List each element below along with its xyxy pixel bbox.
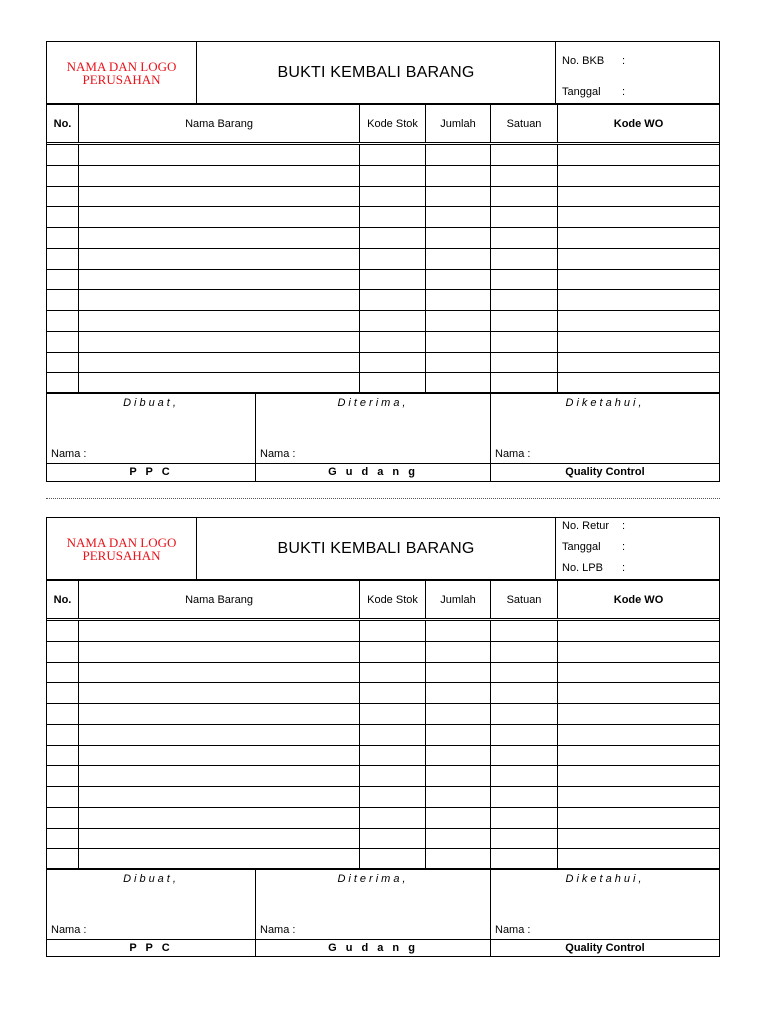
table-cell[interactable] — [360, 808, 426, 828]
table-cell[interactable] — [360, 228, 426, 248]
col-kode-wo: Kode WO — [613, 117, 664, 130]
table-cell[interactable] — [360, 746, 426, 766]
table-body — [47, 145, 719, 394]
table-cell[interactable] — [47, 353, 79, 373]
table-cell[interactable] — [47, 704, 79, 724]
col-satuan: Satuan — [491, 581, 558, 618]
table-cell[interactable] — [79, 621, 360, 641]
meta-colon: : — [622, 86, 626, 98]
table-cell[interactable] — [47, 207, 79, 227]
table-cell[interactable] — [79, 166, 360, 186]
logo-text-line1: NAMA DAN LOGO — [66, 534, 177, 550]
table-cell[interactable] — [47, 808, 79, 828]
table-cell[interactable] — [426, 766, 491, 786]
table-cell[interactable] — [426, 311, 491, 331]
table-cell[interactable] — [360, 249, 426, 269]
table-cell[interactable] — [79, 766, 360, 786]
table-cell[interactable] — [426, 270, 491, 290]
table-cell[interactable] — [426, 249, 491, 269]
table-cell[interactable] — [360, 849, 426, 868]
table-cell[interactable] — [491, 228, 558, 248]
table-cell[interactable] — [426, 145, 491, 165]
table-cell[interactable] — [426, 829, 491, 849]
table-cell[interactable] — [47, 849, 79, 868]
table-cell[interactable] — [47, 332, 79, 352]
table-cell[interactable] — [558, 332, 719, 352]
table-cell[interactable] — [47, 829, 79, 849]
return-form-1 — [46, 41, 720, 482]
table-cell[interactable] — [558, 270, 719, 290]
signature-caption: Dibuat, — [123, 397, 179, 409]
signature-diketahui[interactable] — [491, 870, 719, 939]
table-cell[interactable] — [360, 373, 426, 392]
signature-caption: Diterima, — [337, 873, 409, 885]
table-cell[interactable] — [47, 270, 79, 290]
table-cell[interactable] — [79, 725, 360, 745]
table-cell[interactable] — [426, 228, 491, 248]
table-row — [47, 766, 719, 787]
meta-no-retur[interactable] — [562, 519, 625, 533]
table-cell[interactable] — [360, 166, 426, 186]
table-cell[interactable] — [360, 787, 426, 807]
table-cell[interactable] — [360, 829, 426, 849]
table-cell[interactable] — [79, 746, 360, 766]
table-cell[interactable] — [360, 270, 426, 290]
table-cell[interactable] — [47, 746, 79, 766]
table-cell[interactable] — [491, 166, 558, 186]
col-kode-wo: Kode WO — [613, 593, 664, 606]
signature-caption: Dibuat, — [123, 873, 179, 885]
signature-roles — [47, 464, 719, 481]
table-cell[interactable] — [426, 725, 491, 745]
table-row — [47, 787, 719, 808]
table-cell[interactable] — [47, 683, 79, 703]
form-meta — [556, 42, 719, 103]
table-cell[interactable] — [491, 621, 558, 641]
table-cell[interactable] — [47, 766, 79, 786]
table-row — [47, 187, 719, 208]
table-cell[interactable] — [558, 725, 719, 745]
table-cell[interactable] — [79, 787, 360, 807]
table-cell[interactable] — [360, 642, 426, 662]
table-cell[interactable] — [360, 290, 426, 310]
cut-line — [46, 498, 720, 499]
table-cell[interactable] — [426, 290, 491, 310]
table-cell[interactable] — [426, 207, 491, 227]
role-gudang: G u d a n g — [256, 940, 491, 957]
table-cell[interactable] — [491, 829, 558, 849]
table-cell[interactable] — [426, 642, 491, 662]
table-cell[interactable] — [558, 829, 719, 849]
table-cell[interactable] — [47, 311, 79, 331]
table-row — [47, 808, 719, 829]
table-cell[interactable] — [558, 290, 719, 310]
table-cell[interactable] — [426, 621, 491, 641]
table-cell[interactable] — [491, 663, 558, 683]
table-cell[interactable] — [426, 704, 491, 724]
form-title: BUKTI KEMBALI BARANG — [197, 42, 556, 103]
signature-name-label: Nama : — [495, 924, 531, 936]
table-row — [47, 332, 719, 353]
role-ppc: P P C — [47, 940, 256, 957]
table-cell[interactable] — [558, 849, 719, 868]
table-cell[interactable] — [79, 704, 360, 724]
table-cell[interactable] — [360, 725, 426, 745]
table-row — [47, 353, 719, 374]
table-cell[interactable] — [491, 207, 558, 227]
table-cell[interactable] — [360, 663, 426, 683]
table-row — [47, 166, 719, 187]
form-header — [47, 518, 719, 581]
col-no: No. — [47, 105, 79, 142]
meta-no-bkb[interactable] — [562, 54, 625, 68]
form-title: BUKTI KEMBALI BARANG — [197, 518, 556, 579]
company-logo-placeholder — [47, 518, 197, 579]
table-cell[interactable] — [491, 311, 558, 331]
table-cell[interactable] — [47, 290, 79, 310]
table-cell[interactable] — [360, 332, 426, 352]
table-cell[interactable] — [558, 704, 719, 724]
table-cell[interactable] — [47, 249, 79, 269]
table-row — [47, 311, 719, 332]
table-cell[interactable] — [79, 683, 360, 703]
table-cell[interactable] — [426, 663, 491, 683]
table-header — [47, 581, 719, 621]
table-cell[interactable] — [491, 249, 558, 269]
table-cell[interactable] — [491, 145, 558, 165]
table-cell[interactable] — [558, 207, 719, 227]
meta-label: No. Retur — [562, 520, 610, 532]
table-cell[interactable] — [79, 290, 360, 310]
return-form-2 — [46, 517, 720, 957]
table-cell[interactable] — [47, 228, 79, 248]
table-row — [47, 290, 719, 311]
table-cell[interactable] — [79, 353, 360, 373]
table-cell[interactable] — [47, 187, 79, 207]
table-cell[interactable] — [79, 849, 360, 868]
table-cell[interactable] — [79, 145, 360, 165]
signature-section — [47, 394, 719, 464]
table-cell[interactable] — [426, 166, 491, 186]
table-cell[interactable] — [47, 787, 79, 807]
table-cell[interactable] — [426, 787, 491, 807]
meta-tanggal[interactable] — [562, 85, 625, 99]
signature-dibuat[interactable] — [47, 394, 256, 463]
table-cell[interactable] — [426, 187, 491, 207]
role-gudang: G u d a n g — [256, 464, 491, 481]
signature-diketahui[interactable] — [491, 394, 719, 463]
table-cell[interactable] — [558, 746, 719, 766]
table-body — [47, 621, 719, 870]
table-row — [47, 373, 719, 394]
table-row — [47, 228, 719, 249]
table-cell[interactable] — [426, 353, 491, 373]
table-cell[interactable] — [558, 621, 719, 641]
table-cell[interactable] — [558, 145, 719, 165]
table-row — [47, 829, 719, 850]
table-cell[interactable] — [491, 683, 558, 703]
table-row — [47, 642, 719, 663]
table-row — [47, 683, 719, 704]
col-kode-stok: Kode Stok — [360, 105, 426, 142]
table-row — [47, 249, 719, 270]
table-row — [47, 145, 719, 166]
col-kode-stok: Kode Stok — [360, 581, 426, 618]
table-cell[interactable] — [47, 663, 79, 683]
table-cell[interactable] — [426, 332, 491, 352]
table-cell[interactable] — [426, 683, 491, 703]
table-cell[interactable] — [360, 187, 426, 207]
signature-dibuat[interactable] — [47, 870, 256, 939]
table-cell[interactable] — [491, 808, 558, 828]
table-cell[interactable] — [79, 311, 360, 331]
col-no: No. — [47, 581, 79, 618]
table-row — [47, 663, 719, 684]
table-cell[interactable] — [360, 621, 426, 641]
table-row — [47, 746, 719, 767]
company-logo-placeholder — [47, 42, 197, 103]
table-cell[interactable] — [79, 187, 360, 207]
table-cell[interactable] — [360, 353, 426, 373]
col-satuan: Satuan — [491, 105, 558, 142]
table-cell[interactable] — [491, 270, 558, 290]
table-cell[interactable] — [360, 311, 426, 331]
table-cell[interactable] — [558, 663, 719, 683]
meta-no-lpb[interactable] — [562, 561, 625, 575]
table-cell[interactable] — [360, 704, 426, 724]
table-cell[interactable] — [426, 849, 491, 868]
signature-roles — [47, 940, 719, 957]
table-cell[interactable] — [491, 642, 558, 662]
table-cell[interactable] — [491, 332, 558, 352]
table-cell[interactable] — [79, 207, 360, 227]
table-cell[interactable] — [79, 373, 360, 392]
signature-name-label: Nama : — [260, 924, 296, 936]
table-row — [47, 270, 719, 291]
table-cell[interactable] — [79, 663, 360, 683]
table-cell[interactable] — [491, 290, 558, 310]
table-cell[interactable] — [491, 766, 558, 786]
table-cell[interactable] — [558, 311, 719, 331]
logo-text-line2: PERUSAHAN — [82, 71, 161, 87]
table-cell[interactable] — [79, 829, 360, 849]
table-cell[interactable] — [491, 373, 558, 392]
table-cell[interactable] — [360, 683, 426, 703]
table-cell[interactable] — [47, 642, 79, 662]
table-cell[interactable] — [491, 849, 558, 868]
table-cell[interactable] — [47, 373, 79, 392]
role-quality-control: Quality Control — [565, 942, 645, 954]
meta-label: No. BKB — [562, 55, 605, 67]
table-cell[interactable] — [558, 166, 719, 186]
role-ppc: P P C — [47, 464, 256, 481]
signature-caption: Diketahui, — [565, 397, 645, 409]
signature-caption: Diketahui, — [565, 873, 645, 885]
col-jumlah: Jumlah — [426, 581, 491, 618]
table-row — [47, 725, 719, 746]
table-cell[interactable] — [360, 207, 426, 227]
signature-name-label: Nama : — [260, 448, 296, 460]
table-cell[interactable] — [47, 621, 79, 641]
table-cell[interactable] — [558, 808, 719, 828]
table-cell[interactable] — [558, 766, 719, 786]
form-meta — [556, 518, 719, 579]
table-cell[interactable] — [360, 145, 426, 165]
table-row — [47, 704, 719, 725]
meta-label: Tanggal — [562, 541, 601, 553]
form-header — [47, 42, 719, 105]
table-cell[interactable] — [491, 725, 558, 745]
table-cell[interactable] — [491, 353, 558, 373]
table-cell[interactable] — [79, 249, 360, 269]
meta-label: Tanggal — [562, 86, 601, 98]
table-cell[interactable] — [426, 746, 491, 766]
table-cell[interactable] — [558, 228, 719, 248]
table-cell[interactable] — [558, 187, 719, 207]
signature-section — [47, 870, 719, 940]
meta-colon: : — [622, 562, 626, 574]
table-cell[interactable] — [79, 332, 360, 352]
table-cell[interactable] — [79, 808, 360, 828]
table-cell[interactable] — [558, 373, 719, 392]
table-cell[interactable] — [491, 746, 558, 766]
table-cell[interactable] — [426, 808, 491, 828]
col-jumlah: Jumlah — [426, 105, 491, 142]
table-cell[interactable] — [558, 249, 719, 269]
signature-name-label: Nama : — [495, 448, 531, 460]
table-cell[interactable] — [558, 353, 719, 373]
meta-colon: : — [622, 55, 626, 67]
signature-name-label: Nama : — [51, 924, 87, 936]
meta-label: No. LPB — [562, 562, 603, 574]
signature-name-label: Nama : — [51, 448, 87, 460]
table-cell[interactable] — [491, 187, 558, 207]
meta-colon: : — [622, 520, 626, 532]
table-cell[interactable] — [79, 270, 360, 290]
table-cell[interactable] — [426, 373, 491, 392]
meta-colon: : — [622, 541, 626, 553]
table-cell[interactable] — [491, 787, 558, 807]
table-cell[interactable] — [47, 166, 79, 186]
table-cell[interactable] — [47, 725, 79, 745]
table-cell[interactable] — [79, 642, 360, 662]
table-cell[interactable] — [491, 704, 558, 724]
meta-tanggal[interactable] — [562, 540, 625, 554]
table-cell[interactable] — [47, 145, 79, 165]
table-row — [47, 849, 719, 870]
logo-text-line1: NAMA DAN LOGO — [66, 58, 177, 74]
role-quality-control: Quality Control — [565, 466, 645, 478]
signature-diterima[interactable] — [256, 870, 491, 939]
signature-diterima[interactable] — [256, 394, 491, 463]
table-cell[interactable] — [558, 683, 719, 703]
table-header — [47, 105, 719, 145]
table-cell[interactable] — [558, 642, 719, 662]
col-nama-barang: Nama Barang — [79, 105, 360, 142]
signature-caption: Diterima, — [337, 397, 409, 409]
table-cell[interactable] — [79, 228, 360, 248]
table-row — [47, 621, 719, 642]
table-cell[interactable] — [558, 787, 719, 807]
table-row — [47, 207, 719, 228]
col-nama-barang: Nama Barang — [79, 581, 360, 618]
logo-text-line2: PERUSAHAN — [82, 547, 161, 563]
table-cell[interactable] — [360, 766, 426, 786]
